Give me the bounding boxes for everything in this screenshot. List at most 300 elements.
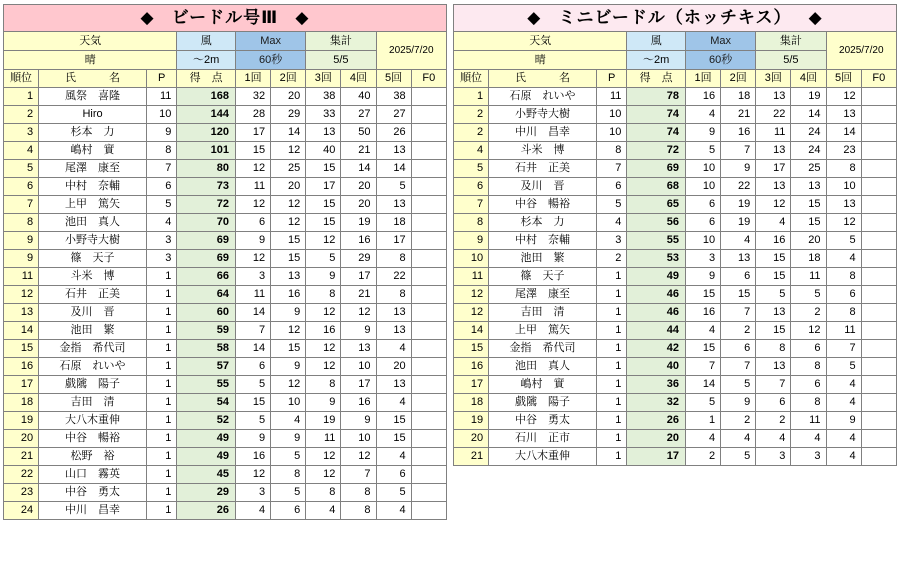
cell-try-2: 12	[271, 196, 306, 214]
cell-p: 1	[596, 394, 626, 412]
cell-try-2: 5	[721, 376, 756, 394]
cell-score: 44	[627, 322, 686, 340]
cell-name: Hiro	[39, 106, 147, 124]
cell-p: 1	[146, 430, 176, 448]
cell-try-3: 4	[756, 430, 791, 448]
table-row[interactable]	[454, 340, 897, 358]
table-row[interactable]	[4, 466, 447, 484]
diamond-icon-left-1: ◆	[140, 8, 155, 27]
cell-p: 1	[146, 322, 176, 340]
cell-try-5: 5	[826, 358, 861, 376]
cell-try-3: 8	[306, 286, 341, 304]
cell-try-2: 16	[271, 286, 306, 304]
cell-rank: 1	[4, 88, 39, 106]
table-row[interactable]	[4, 232, 447, 250]
cell-try-4: 21	[341, 142, 376, 160]
cell-name: 斗米 博	[39, 268, 147, 286]
cell-try-4: 3	[791, 448, 826, 466]
cell-try-6	[411, 142, 446, 160]
table-row[interactable]	[4, 124, 447, 142]
cell-name: 中村 奈輔	[489, 232, 597, 250]
table-row[interactable]	[4, 88, 447, 106]
cell-score: 49	[177, 430, 236, 448]
cell-try-6	[411, 304, 446, 322]
cell-try-6	[861, 88, 896, 106]
table-row[interactable]	[454, 178, 897, 196]
cell-try-4: 24	[791, 124, 826, 142]
cell-try-4: 25	[791, 160, 826, 178]
cell-try-4: 20	[341, 196, 376, 214]
cell-try-6	[411, 376, 446, 394]
cell-try-4: 24	[791, 142, 826, 160]
cell-rank: 8	[4, 214, 39, 232]
panel-beedle-3	[3, 4, 447, 569]
table-row[interactable]	[454, 160, 897, 178]
cell-p: 7	[146, 160, 176, 178]
cell-p: 9	[146, 124, 176, 142]
cell-try-5: 20	[376, 358, 411, 376]
colhead-try1-left: 1回	[235, 70, 270, 88]
cell-try-3: 13	[756, 178, 791, 196]
cell-try-5: 8	[826, 160, 861, 178]
cell-p: 1	[596, 448, 626, 466]
wind-value-right: 〜2m	[627, 51, 686, 70]
cell-try-4: 19	[791, 88, 826, 106]
cell-name: 尾澤 康至	[39, 160, 147, 178]
cell-try-5: 6	[826, 286, 861, 304]
cell-name: 石原 れいや	[39, 358, 147, 376]
cell-try-2: 14	[271, 124, 306, 142]
cell-try-1: 6	[235, 358, 270, 376]
cell-try-1: 11	[235, 286, 270, 304]
cell-try-2: 15	[271, 232, 306, 250]
cell-try-4: 12	[341, 448, 376, 466]
cell-try-6	[861, 124, 896, 142]
cell-try-1: 3	[685, 250, 720, 268]
cell-name: 石井 正美	[39, 286, 147, 304]
cell-try-2: 8	[271, 466, 306, 484]
cell-try-1: 14	[235, 340, 270, 358]
table-row[interactable]	[454, 448, 897, 466]
cell-name: 石井 正美	[489, 160, 597, 178]
cell-p: 8	[146, 142, 176, 160]
cell-try-3: 15	[306, 160, 341, 178]
cell-p: 11	[146, 88, 176, 106]
cell-score: 46	[627, 304, 686, 322]
cell-rank: 18	[4, 394, 39, 412]
table-row[interactable]	[454, 232, 897, 250]
cell-score: 73	[177, 178, 236, 196]
cell-p: 10	[596, 124, 626, 142]
cell-try-5: 18	[376, 214, 411, 232]
cell-p: 1	[146, 376, 176, 394]
cell-score: 32	[627, 394, 686, 412]
cell-name: 大八木重伸	[39, 412, 147, 430]
colhead-try4-left: 4回	[341, 70, 376, 88]
cell-try-3: 9	[306, 394, 341, 412]
cell-p: 1	[596, 304, 626, 322]
cell-try-2: 9	[721, 160, 756, 178]
cell-try-6	[411, 88, 446, 106]
cell-p: 1	[596, 358, 626, 376]
total-label-right: 集計	[756, 32, 826, 51]
cell-try-5: 26	[376, 124, 411, 142]
cell-try-6	[411, 178, 446, 196]
cell-score: 72	[627, 142, 686, 160]
cell-try-3: 22	[756, 106, 791, 124]
cell-try-6	[861, 196, 896, 214]
cell-p: 2	[596, 250, 626, 268]
colhead-name-right: 氏 名	[489, 70, 597, 88]
cell-try-5: 15	[376, 412, 411, 430]
cell-try-2: 15	[271, 250, 306, 268]
cell-try-6	[861, 340, 896, 358]
cell-try-6	[861, 142, 896, 160]
cell-try-3: 12	[756, 196, 791, 214]
cell-rank: 12	[4, 286, 39, 304]
table-row[interactable]	[454, 430, 897, 448]
cell-try-2: 9	[271, 304, 306, 322]
cell-name: 篠 天子	[489, 268, 597, 286]
cell-try-1: 6	[685, 214, 720, 232]
cell-rank: 14	[4, 322, 39, 340]
cell-try-5: 9	[826, 412, 861, 430]
table-row[interactable]	[454, 322, 897, 340]
cell-try-1: 5	[685, 394, 720, 412]
cell-p: 1	[146, 466, 176, 484]
table-row[interactable]	[454, 394, 897, 412]
total-label-left: 集計	[306, 32, 376, 51]
wind-label-right: 風	[627, 32, 686, 51]
cell-rank: 3	[4, 124, 39, 142]
cell-p: 5	[596, 196, 626, 214]
cell-rank: 11	[4, 268, 39, 286]
cell-rank: 2	[454, 106, 489, 124]
cell-rank: 17	[454, 376, 489, 394]
cell-p: 1	[596, 376, 626, 394]
cell-rank: 4	[4, 142, 39, 160]
cell-score: 69	[177, 250, 236, 268]
table-row[interactable]	[454, 250, 897, 268]
cell-try-4: 29	[341, 250, 376, 268]
cell-score: 49	[177, 448, 236, 466]
cell-rank: 9	[454, 232, 489, 250]
table-row[interactable]	[4, 340, 447, 358]
cell-rank: 16	[454, 358, 489, 376]
results-rows-left	[4, 88, 447, 520]
cell-try-1: 9	[235, 232, 270, 250]
cell-score: 57	[177, 358, 236, 376]
max-value-left: 60秒	[235, 51, 305, 70]
cell-try-1: 4	[685, 106, 720, 124]
cell-rank: 21	[454, 448, 489, 466]
cell-rank: 5	[4, 160, 39, 178]
cell-try-1: 10	[685, 178, 720, 196]
cell-try-4: 50	[341, 124, 376, 142]
cell-try-3: 13	[756, 358, 791, 376]
table-row[interactable]	[4, 484, 447, 502]
table-row[interactable]	[4, 502, 447, 520]
table-row[interactable]	[4, 268, 447, 286]
weather-value-left: 晴	[4, 51, 177, 70]
cell-p: 3	[146, 232, 176, 250]
cell-name: 金指 希代司	[39, 340, 147, 358]
colhead-rank-right: 順位	[454, 70, 489, 88]
cell-try-4: 8	[341, 484, 376, 502]
table-row[interactable]	[4, 178, 447, 196]
cell-try-3: 8	[306, 376, 341, 394]
cell-rank: 9	[4, 232, 39, 250]
cell-try-3: 16	[756, 232, 791, 250]
cell-try-2: 18	[721, 88, 756, 106]
table-row[interactable]	[454, 214, 897, 232]
table-row[interactable]	[4, 196, 447, 214]
cell-try-4: 21	[341, 286, 376, 304]
cell-try-3: 12	[306, 232, 341, 250]
table-row[interactable]	[4, 304, 447, 322]
cell-p: 4	[146, 214, 176, 232]
cell-name: 杉本 力	[39, 124, 147, 142]
cell-try-6	[861, 268, 896, 286]
cell-score: 58	[177, 340, 236, 358]
cell-try-6	[411, 106, 446, 124]
colhead-try3-left: 3回	[306, 70, 341, 88]
cell-score: 74	[627, 124, 686, 142]
cell-score: 46	[627, 286, 686, 304]
cell-score: 36	[627, 376, 686, 394]
table-row[interactable]	[4, 322, 447, 340]
cell-try-3: 15	[306, 214, 341, 232]
cell-try-1: 15	[685, 286, 720, 304]
cell-score: 42	[627, 340, 686, 358]
cell-try-4: 4	[791, 430, 826, 448]
cell-p: 1	[596, 412, 626, 430]
cell-try-2: 10	[271, 394, 306, 412]
cell-try-4: 20	[341, 178, 376, 196]
cell-rank: 15	[4, 340, 39, 358]
cell-try-6	[861, 214, 896, 232]
cell-try-1: 10	[685, 232, 720, 250]
cell-try-3: 9	[306, 268, 341, 286]
wind-value-left: 〜2m	[177, 51, 236, 70]
cell-try-6	[411, 268, 446, 286]
cell-p: 1	[146, 394, 176, 412]
colhead-try1-right: 1回	[685, 70, 720, 88]
cell-p: 11	[596, 88, 626, 106]
cell-try-2: 2	[721, 322, 756, 340]
cell-try-3: 12	[306, 448, 341, 466]
cell-try-5: 8	[376, 286, 411, 304]
cell-try-1: 6	[685, 196, 720, 214]
cell-try-3: 19	[306, 412, 341, 430]
cell-try-5: 14	[376, 160, 411, 178]
cell-try-1: 7	[235, 322, 270, 340]
table-row[interactable]	[454, 304, 897, 322]
cell-score: 26	[177, 502, 236, 520]
results-table-right	[453, 4, 897, 466]
cell-try-5: 22	[376, 268, 411, 286]
cell-try-2: 21	[721, 106, 756, 124]
cell-p: 8	[596, 142, 626, 160]
cell-rank: 24	[4, 502, 39, 520]
cell-try-1: 4	[685, 322, 720, 340]
cell-try-6	[411, 358, 446, 376]
cell-try-2: 15	[721, 286, 756, 304]
cell-p: 1	[146, 484, 176, 502]
cell-try-6	[861, 250, 896, 268]
cell-try-5: 5	[376, 178, 411, 196]
panel-title-right	[454, 5, 897, 32]
cell-p: 1	[146, 268, 176, 286]
cell-try-1: 16	[685, 88, 720, 106]
cell-try-4: 10	[341, 430, 376, 448]
cell-try-4: 14	[341, 160, 376, 178]
weather-label-right: 天気	[454, 32, 627, 51]
cell-try-3: 12	[306, 304, 341, 322]
table-row[interactable]	[454, 106, 897, 124]
cell-try-1: 28	[235, 106, 270, 124]
cell-name: 吉田 清	[489, 304, 597, 322]
cell-try-2: 7	[721, 142, 756, 160]
colhead-score-left: 得 点	[177, 70, 236, 88]
cell-try-6	[861, 448, 896, 466]
table-row[interactable]	[454, 358, 897, 376]
cell-rank: 20	[4, 430, 39, 448]
cell-try-6	[861, 412, 896, 430]
cell-try-4: 20	[791, 232, 826, 250]
table-row[interactable]	[4, 412, 447, 430]
table-row[interactable]	[454, 376, 897, 394]
cell-try-4: 15	[791, 196, 826, 214]
table-row[interactable]	[454, 286, 897, 304]
cell-try-2: 15	[271, 340, 306, 358]
table-row[interactable]	[4, 286, 447, 304]
table-row[interactable]	[454, 196, 897, 214]
cell-score: 78	[627, 88, 686, 106]
cell-try-2: 20	[271, 88, 306, 106]
cell-p: 1	[146, 304, 176, 322]
cell-try-5: 11	[826, 322, 861, 340]
cell-try-6	[861, 106, 896, 124]
cell-score: 69	[627, 160, 686, 178]
cell-rank: 9	[4, 250, 39, 268]
cell-name: 戲隲 陽子	[39, 376, 147, 394]
cell-try-5: 13	[376, 304, 411, 322]
cell-try-3: 15	[756, 322, 791, 340]
cell-try-4: 8	[791, 358, 826, 376]
cell-score: 52	[177, 412, 236, 430]
cell-p: 3	[596, 232, 626, 250]
cell-try-4: 40	[341, 88, 376, 106]
cell-score: 53	[627, 250, 686, 268]
cell-try-4: 2	[791, 304, 826, 322]
cell-try-5: 14	[826, 124, 861, 142]
cell-rank: 18	[454, 394, 489, 412]
table-row[interactable]	[454, 268, 897, 286]
results-rows-right	[454, 88, 897, 466]
cell-rank: 7	[454, 196, 489, 214]
cell-try-3: 6	[756, 394, 791, 412]
cell-p: 1	[596, 286, 626, 304]
cell-try-6	[861, 322, 896, 340]
cell-try-5: 12	[826, 88, 861, 106]
table-row[interactable]	[4, 448, 447, 466]
cell-name: 戲隲 陽子	[489, 394, 597, 412]
colhead-try5-left: 5回	[376, 70, 411, 88]
table-row[interactable]	[4, 376, 447, 394]
cell-score: 56	[627, 214, 686, 232]
table-row[interactable]	[4, 142, 447, 160]
cell-p: 7	[596, 160, 626, 178]
panel-mini-beedle	[453, 4, 897, 569]
table-row[interactable]	[454, 124, 897, 142]
cell-name: 小野寺大樹	[39, 232, 147, 250]
cell-name: 石川 正市	[489, 430, 597, 448]
diamond-icon-right-2: ◆	[808, 8, 823, 27]
cell-rank: 17	[4, 376, 39, 394]
cell-rank: 12	[454, 286, 489, 304]
table-row[interactable]	[454, 142, 897, 160]
cell-try-1: 5	[235, 412, 270, 430]
cell-p: 3	[146, 250, 176, 268]
colhead-f0-right: F0	[861, 70, 896, 88]
cell-try-6	[411, 448, 446, 466]
cell-try-1: 12	[235, 250, 270, 268]
cell-try-3: 4	[306, 502, 341, 520]
cell-name: 風祭 喜隆	[39, 88, 147, 106]
table-row[interactable]	[4, 250, 447, 268]
cell-p: 4	[596, 214, 626, 232]
table-row[interactable]	[4, 358, 447, 376]
table-row[interactable]	[454, 412, 897, 430]
cell-name: 中谷 勇太	[489, 412, 597, 430]
cell-try-3: 11	[306, 430, 341, 448]
cell-try-4: 5	[791, 286, 826, 304]
table-row[interactable]	[4, 430, 447, 448]
table-row[interactable]	[454, 88, 897, 106]
cell-score: 20	[627, 430, 686, 448]
cell-score: 49	[627, 268, 686, 286]
cell-try-1: 2	[685, 448, 720, 466]
cell-try-3: 16	[306, 322, 341, 340]
cell-try-5: 13	[826, 106, 861, 124]
cell-try-6	[411, 394, 446, 412]
cell-score: 60	[177, 304, 236, 322]
table-row[interactable]	[4, 214, 447, 232]
table-row[interactable]	[4, 106, 447, 124]
colhead-try4-right: 4回	[791, 70, 826, 88]
cell-try-2: 12	[271, 142, 306, 160]
cell-name: 中村 奈輔	[39, 178, 147, 196]
table-row[interactable]	[4, 160, 447, 178]
cell-rank: 2	[4, 106, 39, 124]
cell-try-5: 10	[826, 178, 861, 196]
cell-score: 40	[627, 358, 686, 376]
cell-p: 5	[146, 196, 176, 214]
table-row[interactable]	[4, 394, 447, 412]
cell-name: 小野寺大樹	[489, 106, 597, 124]
cell-try-6	[861, 394, 896, 412]
cell-try-4: 14	[791, 106, 826, 124]
cell-try-5: 4	[376, 394, 411, 412]
cell-try-4: 8	[341, 502, 376, 520]
cell-score: 64	[177, 286, 236, 304]
cell-try-2: 9	[271, 358, 306, 376]
cell-try-6	[861, 430, 896, 448]
cell-try-4: 8	[791, 394, 826, 412]
cell-rank: 16	[4, 358, 39, 376]
cell-try-6	[861, 160, 896, 178]
